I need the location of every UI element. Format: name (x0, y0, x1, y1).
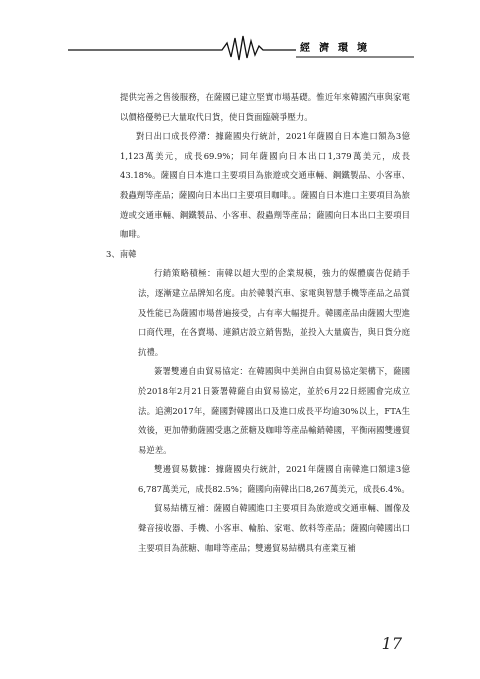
section-heading-south-korea: 3、南韓 (106, 248, 137, 259)
paragraph-fta: 簽署雙邊自由貿易協定：在韓國與中美洲自由貿易協定架構下，薩國於2018年2月21日簽署韓薩自由貿易協定，並於6月22日經國會完成立法。追溯2017年，薩國對韓國出口及進口成長平均逾30%以上，FTA生效後，更加帶動薩國受惠之蔗糖及咖啡等產品輸銷韓國，平衡兩國雙邊貿易逆差。 (138, 366, 410, 455)
paragraph-after-sales: 提供完善之售後服務，在薩國已建立堅實市場基礎。惟近年來韓國汽車與家電以價格優勢已大量取代日貨，使日貨面臨競爭壓力。 (120, 92, 410, 122)
paragraph-exports-to-japan: 對日出口成長停滯：據薩國央行統計，2021年薩國自日本進口額為3億1,123萬美元，成長69.9%；同年薩國向日本出口1,379萬美元，成長43.18%。薩國自日本進口主要項目為旅遊或交通車輛、鋼鐵製品、小客車、殺蟲劑等產品；薩國向日本出口主要項目咖啡。。薩國自日本進口主要項目為旅遊或交通車輛、鋼鐵製品、小客車、殺蟲劑等產品；薩國向日本出口主要項目咖啡。 (120, 131, 410, 240)
page-header (0, 0, 480, 70)
paragraph-trade-data: 雙邊貿易數據：據薩國央行統計，2021年薩國自南韓進口額達3億6,787萬美元，成長82.5%；薩國向南韓出口8,267萬美元，成長6.4%。 (138, 464, 410, 494)
main-content (106, 88, 410, 558)
paragraph-marketing-strategy: 行銷策略積極：南韓以超大型的企業規模，強力的媒體廣告促銷手法，逐漸建立品牌知名度。由於韓製汽車、家電與智慧手機等產品之品質及性能已為薩國市場普遍接受，占有率大幅提升。韓國產品由薩國大型進口商代理，在各賣場、連鎖店設立銷售點，並投入大量廣告，與日貨分庭抗禮。 (138, 268, 410, 357)
paragraph-trade-structure: 貿易結構互補：薩國自韓國進口主要項目為旅遊或交通車輛、圖像及聲音接收器、手機、小客車、輪胎、家電、飲料等產品；薩國向韓國出口主要項目為蔗糖、咖啡等產品；雙邊貿易結構具有產業互補 (138, 503, 410, 553)
page-number: 17 (381, 634, 402, 653)
header-title: 經濟環境 (300, 43, 376, 54)
heartbeat-line-icon (0, 0, 480, 70)
south-korea-section (138, 264, 410, 558)
